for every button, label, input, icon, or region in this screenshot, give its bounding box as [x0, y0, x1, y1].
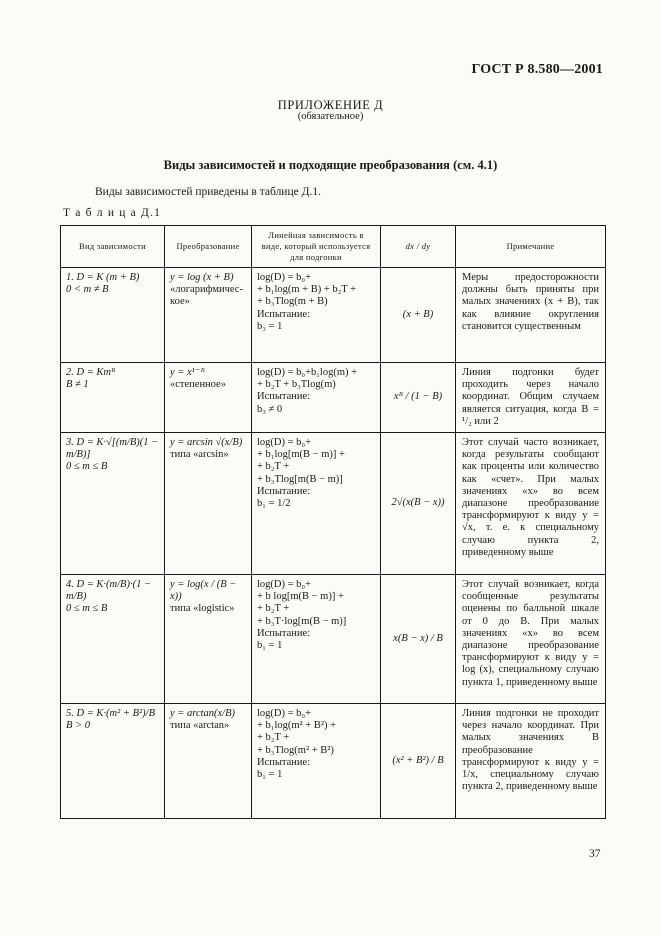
table-row: [61, 575, 606, 704]
header-dxdy: dx / dy: [381, 226, 456, 268]
cell-dxdy: (x + B): [381, 268, 456, 363]
table-row: [61, 433, 606, 575]
cell-dependency: 5. D = K·(m² + B²)/B B > 0: [61, 704, 165, 819]
cell-note: Линия подгонки будет проходить через начало координат. Общим случаем является ситуация, когда B = ¹/₂ или 2: [456, 363, 606, 433]
cell-dxdy: (x² + B²) / B: [381, 704, 456, 819]
cell-note: Линия подгонки не проходит через начало координат. При малых значениях B преобразование трансформируют к виду y = 1/x, специальному случаю пункта 2, приведенному выше: [456, 704, 606, 819]
page-number: 37: [589, 848, 601, 860]
cell-dxdy: x(B − x) / B: [381, 575, 456, 704]
appendix-note: (обязательное): [297, 111, 364, 122]
cell-transform: y = log(x / (B − x)) типа «logistic»: [165, 575, 252, 704]
cell-transform: y = log (x + B) «логарифмичес- кое»: [165, 268, 252, 363]
cell-transform: y = arctan(x/B) типа «arctan»: [165, 704, 252, 819]
cell-linear: log(D) = b₀+ + b log[m(B − m)] + + b₂T + + b₃T·log[m(B − m)] Испытание: b₁ = 1: [252, 575, 381, 704]
cell-dxdy: 2√(x(B − x)): [381, 433, 456, 575]
cell-linear: log(D) = b₀+ + b₁log(m² + B²) + + b₂T + + b₃Tlog(m² + B²) Испытание: b₁ = 1: [252, 704, 381, 819]
cell-note: Меры предосторожности должны быть приняты при малых значениях (x + B), так как влияние округления становится существенным: [456, 268, 606, 363]
cell-dxdy: xᴮ / (1 − B): [381, 363, 456, 433]
dependency-table: [60, 225, 606, 819]
header-transform: Преобразование: [165, 226, 252, 268]
section-title: Виды зависимостей и подходящие преобразования (см. 4.1): [163, 158, 498, 172]
header-note: Примечание: [456, 226, 606, 268]
standard-header: ГОСТ Р 8.580—2001: [471, 62, 603, 77]
cell-dependency: 3. D = K·√[(m/B)(1 − m/B)] 0 ≤ m ≤ B: [61, 433, 165, 575]
cell-dependency: 1. D = K (m + B) 0 < m ≠ B: [61, 268, 165, 363]
cell-note: Этот случай возникает, когда сообщенные результаты оценены по балльной шкале от 0 до B. При малых значениях «x» во всем диапазоне преобразование трансформируют к виду y = log (x), специальному случаю пункта 1, приведенному выше: [456, 575, 606, 704]
table-row: [61, 363, 606, 433]
appendix-title: ПРИЛОЖЕНИЕ Д: [277, 98, 384, 112]
cell-transform: y = x¹⁻ᴮ «степенное»: [165, 363, 252, 433]
table-header-row: [61, 226, 606, 268]
cell-linear: log(D) = b₀+b₁log(m) + + b₂T + b₃Tlog(m) Испытание: b₃ ≠ 0: [252, 363, 381, 433]
cell-linear: log(D) = b₀+ + b₁log[m(B − m)] + + b₂T + + b₃Tlog[m(B − m)] Испытание: b₁ = 1/2: [252, 433, 381, 575]
header-dependency: Вид зависимости: [61, 226, 165, 268]
cell-linear: log(D) = b₀+ + b₁log(m + B) + b₂T + + b₃Tlog(m + B) Испытание: b₃ = 1: [252, 268, 381, 363]
table-label: Т а б л и ц а Д.1: [63, 207, 162, 219]
table-row: [61, 704, 606, 819]
cell-dependency: 4. D = K·(m/B)·(1 − m/B) 0 ≤ m ≤ B: [61, 575, 165, 704]
intro-text: Виды зависимостей приведены в таблице Д.1.: [95, 186, 321, 198]
cell-dependency: 2. D = Kmᴮ B ≠ 1: [61, 363, 165, 433]
table-row: [61, 268, 606, 363]
cell-transform: y = arcsin √(x/B) типа «arcsin»: [165, 433, 252, 575]
cell-note: Этот случай часто возникает, когда результаты сообщают как проценты или количество как «счет». При малых значениях «x» во всем диапазоне преобразование трансформируют к виду y = √x, т. е. к специальному случаю пункта 2, приведенному выше: [456, 433, 606, 575]
header-linear: Линейная зависимость в виде, который используется для подгонки: [252, 226, 381, 268]
